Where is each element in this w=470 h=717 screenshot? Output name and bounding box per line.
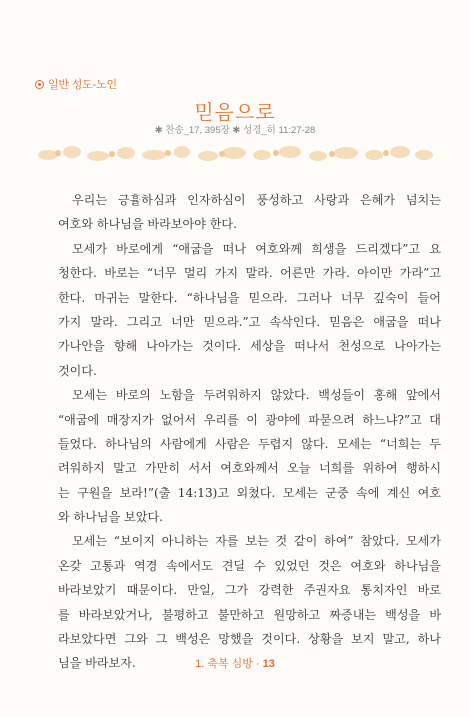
text-line: 우리는 긍휼하심과 인자하심이 풍성하고 사랑과 은혜가 넘치는 <box>72 193 441 207</box>
text-line: 가나안을 향해 나아가는 것이다. 세상을 떠나서 천성으로 나아가는 <box>58 339 441 354</box>
body-text <box>58 188 441 676</box>
page-footer <box>0 655 470 671</box>
text-line: 모세가 바로에게 “애굽을 떠나 여호와께 희생을 드리겠다”고 요 <box>72 241 441 256</box>
text-line: 모세는 바로의 노함을 두려워하지 않았다. 백성들이 홍해 앞에서 <box>72 388 441 403</box>
text-line: 는 구원을 보라!”(출 14:13)고 외쳤다. 모세는 군중 속에 계신 여호 <box>58 485 441 500</box>
text-line: 청한다. 바로는 “너무 멀리 가지 말라. 어른만 가라. 아이만 가라”고 <box>58 266 441 281</box>
text-line: 것이다. <box>58 363 97 378</box>
section-tag-label: 일반 성도-노인 <box>48 79 117 91</box>
footer-chapter: 1. 축복 심방 · <box>195 658 263 670</box>
text-line: 님을 바라보자. <box>58 656 136 671</box>
bullet-circle-icon <box>35 80 44 89</box>
text-line: 모세는 “보이지 아니하는 자를 보는 것 같이 하여” 참았다. 모세가 <box>72 534 441 549</box>
page-number: 13 <box>262 658 275 670</box>
section-tag <box>35 76 117 92</box>
text-line: 여호와 하나님을 바라보아야 한다. <box>58 217 237 232</box>
scripture-references: ✱ 찬송_17, 395장 ✱ 성경_히 11:27-28 <box>154 125 316 136</box>
text-line: 온갖 고통과 역경 속에서도 견딜 수 있었던 것은 여호와 하나님을 <box>58 558 441 573</box>
text-line: 들었다. 하나님의 사람에게 사람은 두렵지 않다. 모세는 “너희는 두 <box>58 436 441 451</box>
floral-divider-ornament <box>28 143 442 165</box>
text-line: 와 하나님을 보았다. <box>58 510 163 525</box>
text-line: 를 바라보았거나, 불평하고 불만하고 원망하고 짜증내는 백성을 바 <box>58 607 441 622</box>
text-line: 바라보았기 때문이다. 만일, 그가 강력한 주권자요 통치자인 바로 <box>58 583 441 598</box>
page-title: 믿음으로 <box>194 100 276 124</box>
text-line: 가지 말라. 그리고 너만 믿으라.”고 속삭인다. 믿음은 애굽을 떠나 <box>58 314 441 329</box>
text-line: 려워하지 말고 가만히 서서 여호와께서 오늘 너희를 위하여 행하시 <box>58 461 441 476</box>
text-line: “애굽에 매장지가 없어서 우리를 이 광야에 파묻으려 하느냐?”고 대 <box>58 412 441 427</box>
text-line: 라보았다면 그와 그 백성은 망했을 것이다. 상황을 보지 말고, 하나 <box>58 632 441 647</box>
text-line: 한다. 마귀는 말한다. “하나님을 믿으라. 그러나 너무 깊숙이 들어 <box>58 290 441 305</box>
